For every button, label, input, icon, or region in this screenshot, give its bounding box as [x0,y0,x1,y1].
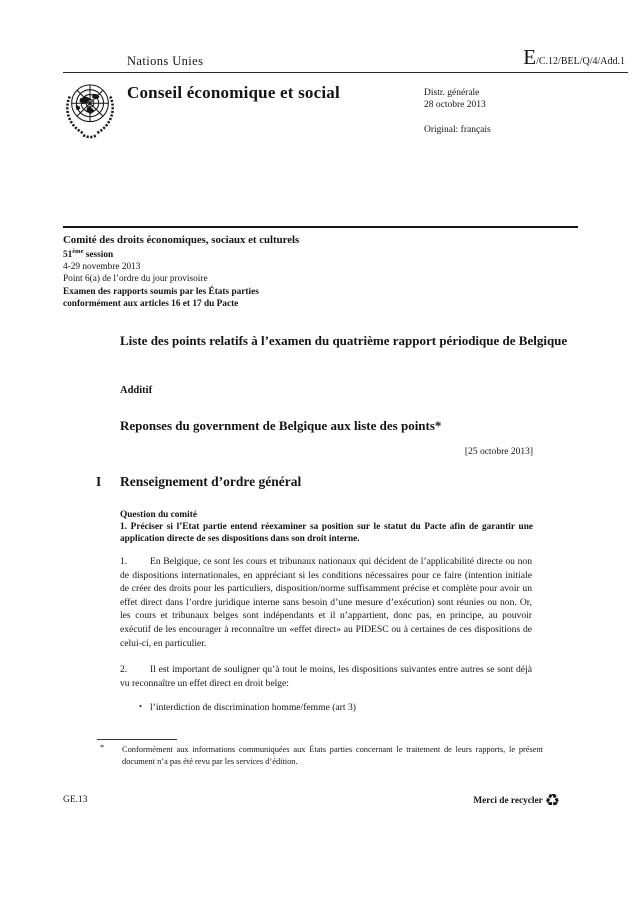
paragraph-text: Il est important de souligner qu’à tout le moins, les dispositions suivantes entre autres se sont déjà vu reconnaître un effet direct en droit belge: [120,664,532,689]
section-numeral: I [96,474,102,489]
section-heading: Renseignement d’ordre général [120,474,302,489]
committee-name: Comité des droits économiques, sociaux et culturels [63,234,300,246]
footnote-rule [97,739,177,740]
exam-line-2: conformément aux articles 16 et 17 du Pacte [63,298,239,309]
recycle-text: Merci de recycler [473,795,543,806]
session-word: session [83,250,114,260]
subtitle: Reponses du government de Belgique aux liste des points* [120,418,442,433]
bullet-item [139,701,356,713]
footnote [100,744,543,767]
exam-line-1: Examen des rapports soumis par les États parties [63,286,259,297]
committee-question [120,509,533,546]
section-divider-rule [63,226,578,228]
header-rule [63,72,628,73]
received-date: [25 octobre 2013] [464,447,533,457]
additif-label: Additif [120,385,153,396]
session-number: 51 [63,250,73,260]
question-label: Question du comité [120,510,197,520]
original-language: Original: français [424,125,491,135]
recycle-note [473,792,560,809]
bullet-marker: • [139,701,142,711]
paragraph [120,555,532,650]
document-symbol-prefix: E [523,45,537,69]
document-symbol-rest: /C.12/BEL/Q/4/Add.1 [536,56,625,67]
paragraph-number: 2. [120,664,128,675]
paragraph-text: En Belgique, ce sont les cours et tribunaux nationaux qui décident de l’applicabilité directe ou non de dispositions internationales, en appréciant si les conditions nécessaires pour ce faire (intention initiale de créer des droits pour les particuliers, disposition/norme suffisamment précise et complète pour avoir un effet direct dans l’ordre juridique interne sans besoin d’une mesure d’exécution) sont réunies ou non. Or, les cours et tribunaux belges sont indépendants et il n’appartient, donc pas, en principe, au pouvoir exécutif de les encourager à reconnaître un «effet direct» au PIDESC ou à certaines de ces dispositions de celui-ci, en particulier. [120,556,532,649]
footer-doc-code: GE.13 [63,795,88,805]
footnote-text: Conformément aux informations communiquées aux États parties concernant le traitement de leurs rapports, le présent document n’a pas été revu par les services d’édition. [122,745,543,766]
main-title: Liste des points relatifs à l’examen du quatrième rapport périodique de Belgique [120,333,568,348]
document-symbol [523,47,625,69]
distribution-type: Distr. générale [424,88,480,98]
paragraph-number: 1. [120,556,128,567]
session-dates: 4-29 novembre 2013 [63,262,141,273]
distribution-block [424,87,491,136]
agenda-item: Point 6(a) de l’ordre du jour provisoire [63,274,208,285]
footnote-marker: * [100,743,105,752]
un-emblem-icon [61,78,119,142]
council-title: Conseil économique et social [127,83,340,102]
session-line [63,249,299,261]
session-ordinal-suffix: ème [72,247,84,255]
org-name: Nations Unies [127,54,204,68]
committee-block [63,234,299,310]
distribution-date: 28 octobre 2013 [424,100,486,110]
question-text: 1. Préciser si l’Etat partie entend réexaminer sa position sur le statut du Pacte afin de garantir une application directe de ses dispositions dans son droit interne. [120,522,533,545]
paragraph [120,663,532,690]
bullet-text: l’interdiction de discrimination homme/femme (art 3) [150,702,356,713]
recycle-icon: ♻ [544,791,560,810]
